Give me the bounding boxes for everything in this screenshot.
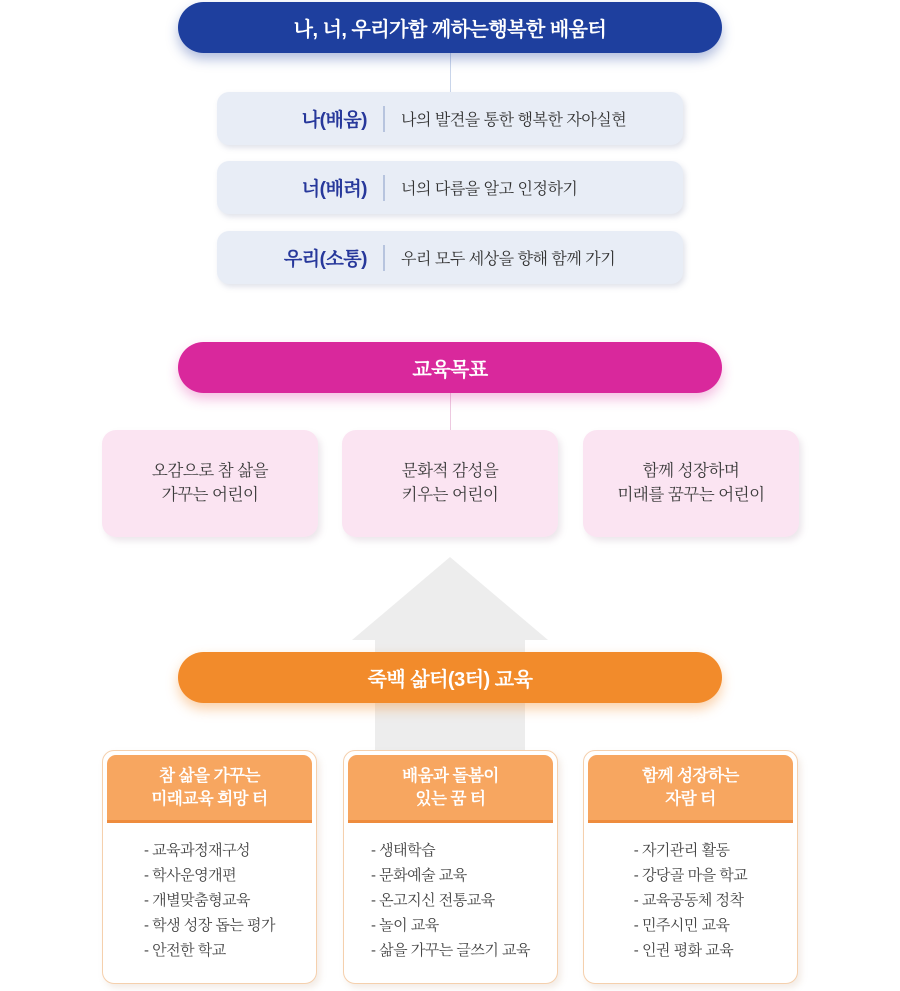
divider [383,106,385,132]
goal-title: 교육목표 [412,359,488,381]
list-item: - 민주시민 교육 [633,916,730,934]
value-label: 우리(소통) [283,249,367,270]
goal-box-1 [102,430,318,537]
goal-box-3 [583,430,799,537]
list-item: - 교육과정재구성 [143,841,251,859]
divider [383,175,385,201]
goal-box-line2: 미래를 꿈꾸는 어린이 [617,485,765,504]
list-item: - 개별맞춤형교육 [143,891,251,909]
goal-box-line1: 문화적 감성을 [401,462,499,481]
list-item: - 교육공동체 정착 [633,891,744,909]
value-desc: 너의 다름을 알고 인정하기 [401,181,578,198]
list-item: - 생태학습 [370,841,436,859]
pillar-title-line2: 있는 꿈 터 [415,789,486,808]
education-title: 죽백 삶터(3터) 교육 [367,669,533,691]
vision-title: 나, 너, 우리가함 께하는행복한 배움터 [293,19,607,41]
pillar-card-dream [343,750,558,984]
value-label: 너(배려) [301,179,367,200]
list-item: - 인권 평화 교육 [633,941,734,959]
up-arrow-head [352,557,548,640]
pillar-item-list [634,838,747,963]
education-title-pill [178,652,722,703]
value-desc: 우리 모두 세상을 향해 함께 가기 [401,251,616,268]
goal-box-2 [342,430,558,537]
pillar-item-list [144,838,275,963]
list-item: - 강당골 마을 학교 [633,866,748,884]
pillar-title-line2: 자람 터 [665,789,716,808]
list-item: - 학생 성장 돕는 평가 [143,916,276,934]
value-label: 나(배움) [301,110,367,131]
goal-box-line2: 가꾸는 어린이 [161,485,259,504]
pillar-card-growth [583,750,798,984]
pillar-title-line1: 배움과 돌봄이 [402,767,499,785]
value-row-neo [217,161,683,214]
value-row-na [217,92,683,145]
pillar-card-hope [102,750,317,984]
divider [383,245,385,271]
goal-box-line1: 함께 성장하며 [642,462,740,481]
pillar-item-list [371,838,530,963]
pillar-title-line1: 함께 성장하는 [642,767,739,785]
pillar-card-header [348,755,553,823]
list-item: - 문화예술 교육 [370,866,467,884]
list-item: - 자기관리 활동 [633,841,730,859]
pillar-title-line2: 미래교육 희망 터 [151,789,268,808]
list-item: - 학사운영개편 [143,866,237,884]
list-item: - 놀이 교육 [370,916,439,934]
list-item: - 온고지신 전통교육 [370,891,495,909]
pillar-card-header [107,755,312,823]
pillar-card-header [588,755,793,823]
value-row-uri [217,231,683,284]
pillar-title-line1: 참 삶을 가꾸는 [159,767,260,785]
connector-line-goal [450,392,451,432]
goal-title-pill [178,342,722,393]
goal-box-line1: 오감으로 참 삶을 [151,462,269,481]
vision-title-pill [178,2,722,53]
value-desc: 나의 발견을 통한 행복한 자아실현 [401,112,627,129]
goal-box-line2: 키우는 어린이 [401,485,499,504]
list-item: - 안전한 학교 [143,941,226,959]
list-item: - 삶을 가꾸는 글쓰기 교육 [370,941,531,959]
